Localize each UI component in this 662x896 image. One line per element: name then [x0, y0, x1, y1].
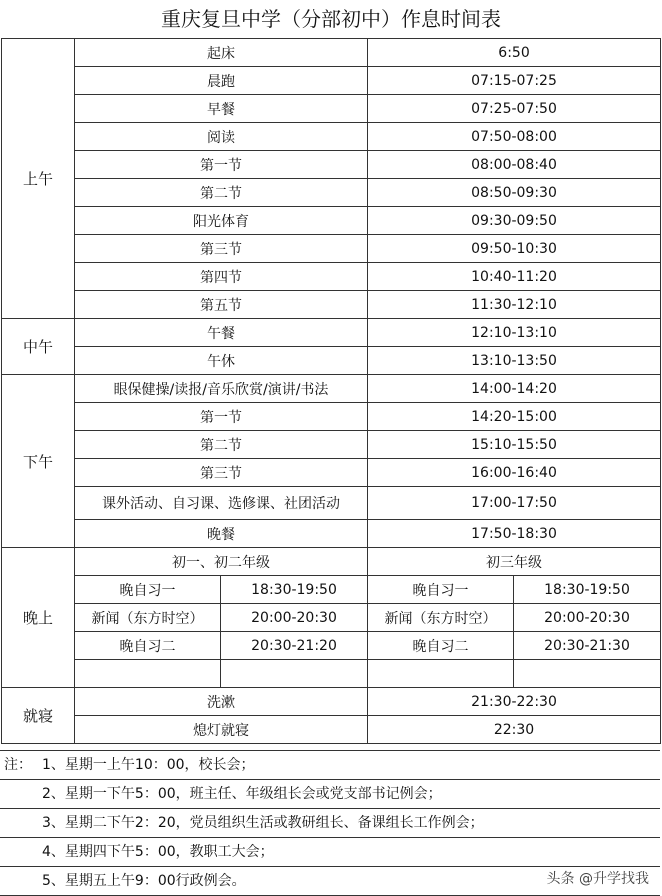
table-row [2, 123, 661, 151]
activity-cell: 熄灯就寝 [75, 716, 368, 744]
table-row [2, 319, 661, 347]
activity-cell: 第一节 [75, 403, 368, 431]
table-row [2, 235, 661, 263]
table-row [2, 576, 661, 604]
time-cell: 16:00-16:40 [368, 459, 661, 487]
activity-cell: 第三节 [75, 235, 368, 263]
activity-cell: 晚餐 [75, 520, 368, 548]
activity-cell: 新闻（东方时空） [75, 604, 221, 632]
empty-cell [221, 660, 368, 688]
activity-cell: 第三节 [75, 459, 368, 487]
table-row [2, 291, 661, 319]
table-row [2, 548, 661, 576]
activity-cell: 午休 [75, 347, 368, 375]
table-row [2, 688, 661, 716]
time-cell: 21:30-22:30 [368, 688, 661, 716]
table-row [2, 347, 661, 375]
table-row [2, 403, 661, 431]
table-row [2, 431, 661, 459]
activity-cell: 晚自习二 [75, 632, 221, 660]
table-row [2, 39, 661, 67]
period-label-afternoon: 下午 [2, 375, 75, 548]
grade-group-header: 初一、初二年级 [75, 548, 368, 576]
activity-cell: 洗漱 [75, 688, 368, 716]
note-text: 3、星期二下午2：20，党员组织生活或教研组长、备课组长工作例会； [42, 815, 484, 831]
table-row [2, 520, 661, 548]
activity-cell: 第二节 [75, 179, 368, 207]
activity-cell: 第一节 [75, 151, 368, 179]
activity-cell: 午餐 [75, 319, 368, 347]
time-cell: 17:50-18:30 [368, 520, 661, 548]
activity-cell: 第五节 [75, 291, 368, 319]
activity-cell: 早餐 [75, 95, 368, 123]
period-label-morning: 上午 [2, 39, 75, 319]
table-row [2, 660, 661, 688]
time-cell: 07:50-08:00 [368, 123, 661, 151]
activity-cell: 晨跑 [75, 67, 368, 95]
time-cell: 18:30-19:50 [221, 576, 368, 604]
time-cell: 15:10-15:50 [368, 431, 661, 459]
note-text: 1、星期一上午10：00，校长会； [42, 757, 255, 773]
note-text: 4、星期四下午5：00，教职工大会； [42, 844, 274, 860]
note-item [0, 780, 660, 809]
activity-cell: 第四节 [75, 263, 368, 291]
time-cell: 17:00-17:50 [368, 487, 661, 520]
note-text: 5、星期五上午9：00行政例会。 [42, 873, 246, 889]
activity-cell: 晚自习一 [368, 576, 514, 604]
note-item [0, 838, 660, 867]
time-cell: 20:00-20:30 [514, 604, 661, 632]
empty-cell [368, 660, 514, 688]
table-row [2, 604, 661, 632]
table-row [2, 151, 661, 179]
empty-cell [514, 660, 661, 688]
schedule-table [1, 38, 661, 744]
time-cell: 12:10-13:10 [368, 319, 661, 347]
table-row [2, 632, 661, 660]
table-row [2, 263, 661, 291]
time-cell: 13:10-13:50 [368, 347, 661, 375]
notes-prefix: 注： [4, 757, 32, 773]
table-row [2, 375, 661, 403]
activity-cell: 眼保健操/读报/音乐欣赏/演讲/书法 [75, 375, 368, 403]
note-item [0, 751, 660, 780]
activity-cell: 晚自习二 [368, 632, 514, 660]
activity-cell: 阅读 [75, 123, 368, 151]
activity-cell: 晚自习一 [75, 576, 221, 604]
time-cell: 08:50-09:30 [368, 179, 661, 207]
time-cell: 20:30-21:30 [514, 632, 661, 660]
table-row [2, 95, 661, 123]
period-label-noon: 中午 [2, 319, 75, 375]
table-row [2, 207, 661, 235]
activity-cell: 课外活动、自习课、选修课、社团活动 [75, 487, 368, 520]
time-cell: 09:50-10:30 [368, 235, 661, 263]
note-item [0, 809, 660, 838]
period-label-bedtime: 就寝 [2, 688, 75, 744]
table-row [2, 179, 661, 207]
time-cell: 22:30 [368, 716, 661, 744]
time-cell: 08:00-08:40 [368, 151, 661, 179]
watermark: 头条 @升学找我 [544, 868, 652, 888]
table-row [2, 67, 661, 95]
empty-cell [75, 660, 221, 688]
time-cell: 20:30-21:20 [221, 632, 368, 660]
time-cell: 09:30-09:50 [368, 207, 661, 235]
time-cell: 14:20-15:00 [368, 403, 661, 431]
activity-cell: 起床 [75, 39, 368, 67]
time-cell: 18:30-19:50 [514, 576, 661, 604]
page-title: 重庆复旦中学（分部初中）作息时间表 [161, 7, 501, 31]
activity-cell: 阳光体育 [75, 207, 368, 235]
table-row [2, 487, 661, 520]
time-cell: 20:00-20:30 [221, 604, 368, 632]
time-cell: 11:30-12:10 [368, 291, 661, 319]
period-label-evening: 晚上 [2, 548, 75, 688]
activity-cell: 新闻（东方时空） [368, 604, 514, 632]
table-row [2, 716, 661, 744]
time-cell: 14:00-14:20 [368, 375, 661, 403]
grade-group-header: 初三年级 [368, 548, 661, 576]
time-cell: 6:50 [368, 39, 661, 67]
time-cell: 07:15-07:25 [368, 67, 661, 95]
time-cell: 07:25-07:50 [368, 95, 661, 123]
activity-cell: 第二节 [75, 431, 368, 459]
time-cell: 10:40-11:20 [368, 263, 661, 291]
table-row [2, 459, 661, 487]
note-text: 2、星期一下午5：00，班主任、年级组长会或党支部书记例会； [42, 786, 442, 802]
